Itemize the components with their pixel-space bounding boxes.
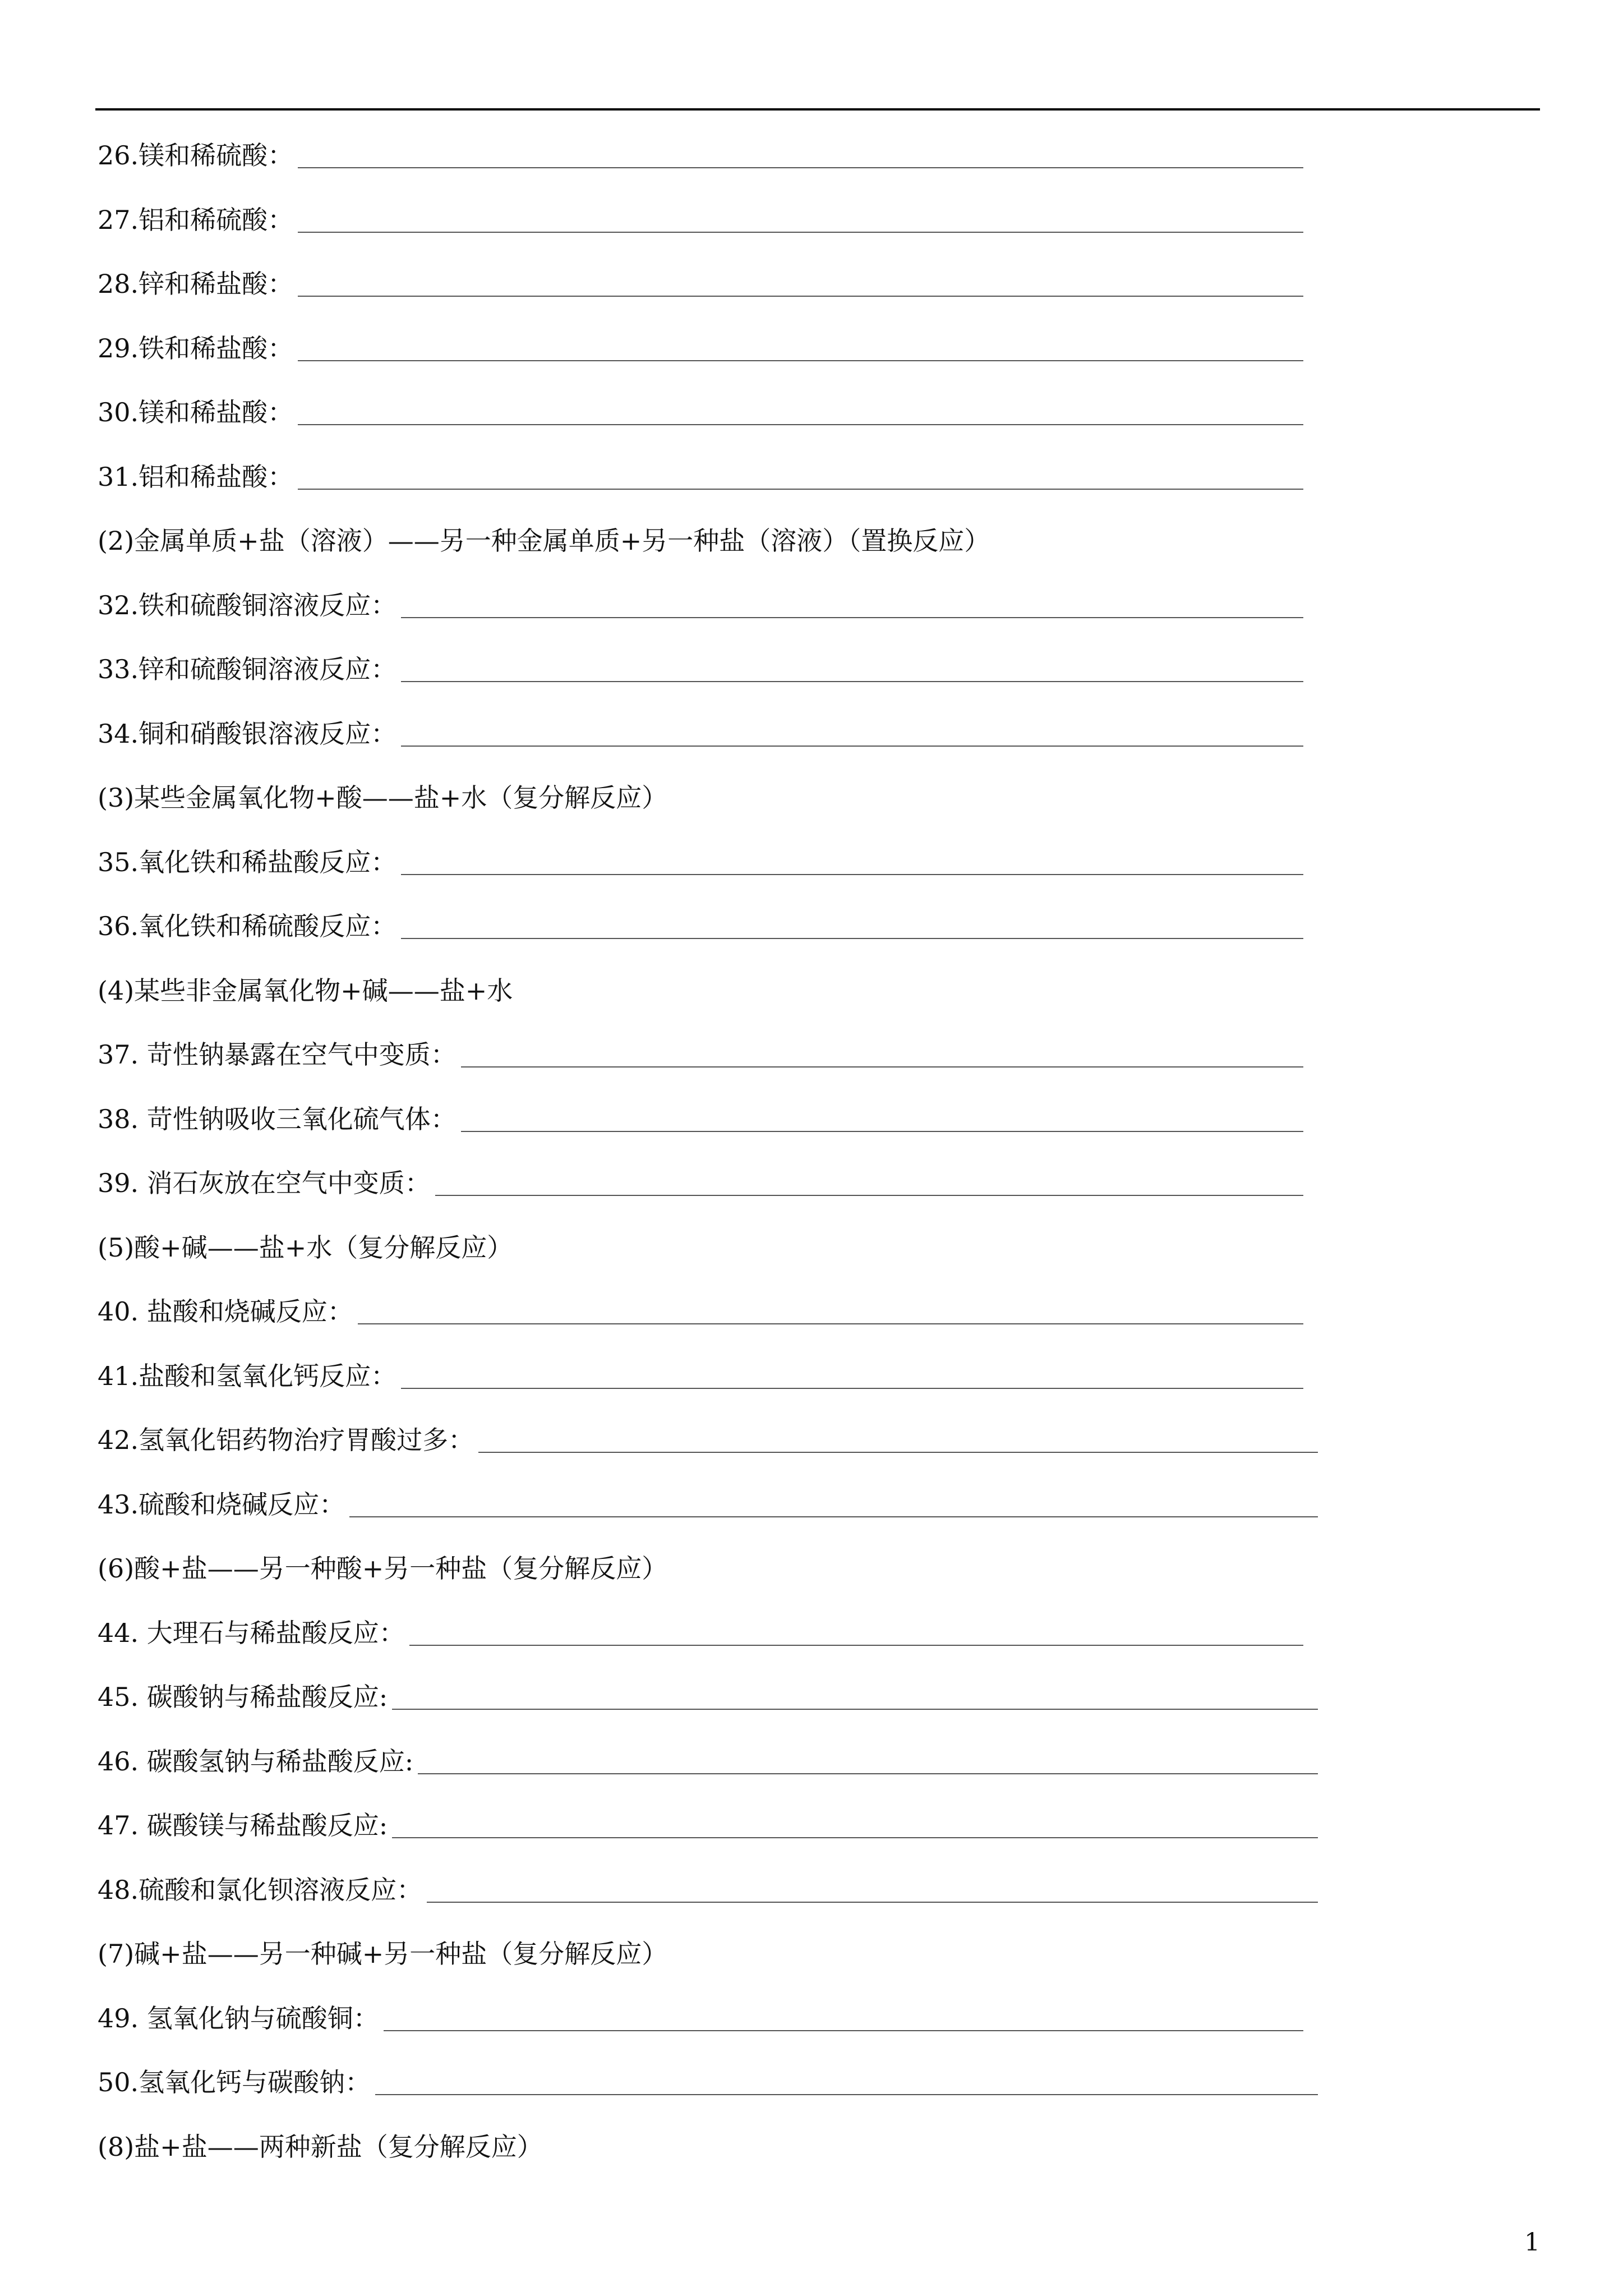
answer-blank[interactable] (435, 1195, 1303, 1196)
exercise-item (98, 1151, 1556, 1216)
exercise-label: 44. 大理石与稀盐酸反应： (98, 1617, 405, 1648)
exercise-label: 31.铝和稀盐酸： (98, 461, 294, 492)
exercise-item (98, 702, 1556, 766)
answer-blank[interactable] (418, 1773, 1318, 1774)
answer-blank[interactable] (401, 938, 1303, 939)
exercise-item (98, 1023, 1556, 1087)
section-heading (98, 1922, 1556, 1986)
section-heading-text: (3)某些金属氧化物+酸——盐+水（复分解反应） (98, 783, 668, 813)
answer-blank[interactable] (298, 424, 1303, 425)
exercise-item (98, 1665, 1556, 1729)
exercise-label: 33.锌和硫酸铜溶液反应： (98, 654, 397, 685)
answer-blank[interactable] (461, 1131, 1303, 1132)
section-heading-text: (7)碱+盐——另一种碱+另一种盐（复分解反应） (98, 1939, 668, 1970)
exercise-label: 40. 盐酸和烧碱反应： (98, 1296, 353, 1327)
exercise-item (98, 252, 1556, 316)
exercise-label: 45. 碳酸钠与稀盐酸反应: (98, 1682, 388, 1713)
exercise-item (98, 1729, 1556, 1794)
section-heading (98, 766, 1556, 830)
exercise-label: 34.铜和硝酸银溶液反应： (98, 718, 397, 749)
section-heading (98, 1536, 1556, 1601)
exercise-label: 47. 碳酸镁与稀盐酸反应: (98, 1810, 388, 1841)
exercise-item (98, 894, 1556, 959)
section-heading-text: (2)金属单质+盐（溶液）——另一种金属单质+另一种盐（溶液）（置换反应） (98, 526, 990, 556)
exercise-item (98, 380, 1556, 445)
exercise-label: 43.硫酸和烧碱反应： (98, 1489, 345, 1520)
answer-blank[interactable] (349, 1516, 1318, 1517)
exercise-label: 41.盐酸和氢氧化钙反应： (98, 1360, 397, 1391)
exercise-label: 35.氧化铁和稀盐酸反应： (98, 846, 397, 877)
exercise-item (98, 830, 1556, 895)
exercise-label: 36.氧化铁和稀硫酸反应： (98, 911, 397, 942)
exercise-item (98, 2050, 1556, 2115)
exercise-item (98, 573, 1556, 638)
answer-blank[interactable] (427, 1902, 1318, 1903)
answer-blank[interactable] (401, 874, 1303, 875)
section-heading (98, 1216, 1556, 1280)
exercise-item (98, 1986, 1556, 2051)
exercise-label: 27.铝和稀硫酸： (98, 204, 294, 235)
exercise-label: 28.锌和稀盐酸： (98, 269, 294, 300)
answer-blank[interactable] (461, 1066, 1303, 1068)
section-heading (98, 2115, 1556, 2179)
exercise-label: 37. 苛性钠暴露在空气中变质： (98, 1039, 457, 1070)
exercise-item (98, 1858, 1556, 1922)
exercise-item (98, 316, 1556, 381)
answer-blank[interactable] (392, 1837, 1318, 1838)
answer-blank[interactable] (298, 296, 1303, 297)
section-heading (98, 959, 1556, 1023)
exercise-label: 29.铁和稀盐酸： (98, 333, 294, 364)
exercise-label: 30.镁和稀盐酸： (98, 397, 294, 428)
exercise-item (98, 1601, 1556, 1665)
header-rule (95, 108, 1540, 111)
answer-blank[interactable] (375, 2094, 1318, 2095)
answer-blank[interactable] (401, 681, 1303, 682)
exercise-label: 50.氢氧化钙与碳酸钠： (98, 2067, 371, 2098)
exercise-label: 39. 消石灰放在空气中变质： (98, 1168, 431, 1199)
exercise-label: 49. 氢氧化钠与硫酸铜： (98, 2003, 379, 2033)
answer-blank[interactable] (401, 1388, 1303, 1389)
exercise-item (98, 1087, 1556, 1152)
exercise-label: 38. 苛性钠吸收三氧化硫气体： (98, 1103, 457, 1134)
answer-blank[interactable] (384, 2030, 1303, 2031)
exercise-item (98, 1473, 1556, 1537)
section-heading-text: (6)酸+盐——另一种酸+另一种盐（复分解反应） (98, 1553, 668, 1584)
exercise-item (98, 1408, 1556, 1473)
answer-blank[interactable] (409, 1645, 1303, 1646)
answer-blank[interactable] (298, 232, 1303, 233)
answer-blank[interactable] (358, 1323, 1303, 1324)
answer-blank[interactable] (392, 1709, 1318, 1710)
exercise-list (98, 123, 1556, 2179)
section-heading-text: (4)某些非金属氧化物+碱——盐+水 (98, 975, 513, 1006)
exercise-item (98, 445, 1556, 509)
section-heading (98, 509, 1556, 573)
answer-blank[interactable] (298, 489, 1303, 490)
answer-blank[interactable] (478, 1452, 1318, 1453)
exercise-label: 48.硫酸和氯化钡溶液反应： (98, 1874, 423, 1905)
exercise-item (98, 1344, 1556, 1409)
exercise-label: 32.铁和硫酸铜溶液反应： (98, 590, 397, 620)
answer-blank[interactable] (298, 167, 1303, 168)
answer-blank[interactable] (401, 746, 1303, 747)
exercise-label: 46. 碳酸氢钠与稀盐酸反应: (98, 1746, 414, 1777)
exercise-item (98, 637, 1556, 702)
answer-blank[interactable] (298, 360, 1303, 361)
page-number: 1 (1524, 2228, 1540, 2257)
exercise-item (98, 188, 1556, 252)
exercise-item (98, 1793, 1556, 1858)
answer-blank[interactable] (401, 617, 1303, 618)
exercise-label: 42.氢氧化铝药物治疗胃酸过多： (98, 1425, 474, 1456)
exercise-label: 26.镁和稀硫酸： (98, 140, 294, 171)
exercise-item (98, 1280, 1556, 1344)
exercise-item (98, 123, 1556, 188)
section-heading-text: (5)酸+碱——盐+水（复分解反应） (98, 1232, 513, 1263)
section-heading-text: (8)盐+盐——两种新盐（复分解反应） (98, 2131, 543, 2162)
